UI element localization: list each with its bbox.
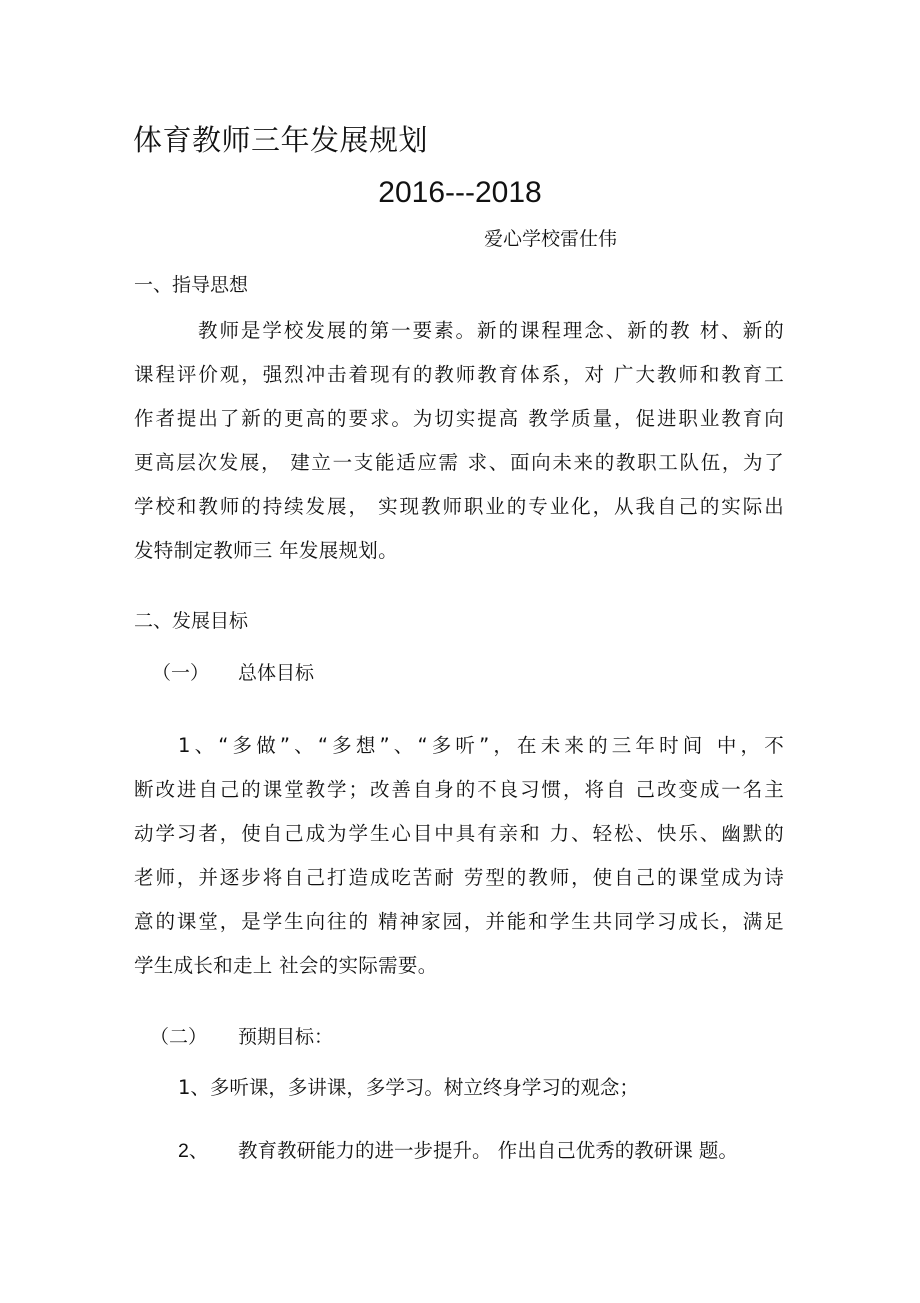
subsection-title-expected: 预期目标：	[238, 1026, 334, 1048]
guiding-ideology-paragraph	[134, 309, 784, 573]
paragraph-line: 动学习者，使自己成为学生心目中具有亲和 力、轻松、快乐、幽默的	[134, 822, 784, 845]
paragraph-line: 发特制定教师三 年发展规划。	[134, 539, 398, 562]
subsection-label-overall: （一）	[152, 662, 210, 684]
section-heading-guiding-ideology: 一、指导思想	[134, 274, 249, 296]
paragraph-line: 学校和教师的持续发展， 实现教师职业的专业化，从我自己的实际出	[134, 495, 784, 518]
expected-goal-item-1: 1、多听课，多讲课，多学习。树立终身学习的观念；	[178, 1076, 639, 1099]
expected-goal-item-2-text: 教育教研能力的进一步提升。 作出自己优秀的教研课 题。	[238, 1139, 738, 1162]
paragraph-line: 课程评价观，强烈冲击着现有的教师教育体系，对 广大教师和教育工	[134, 363, 784, 386]
paragraph-line: 意的课堂，是学生向往的 精神家园，并能和学生共同学习成长，满足	[134, 910, 784, 933]
section-heading-development-goals: 二、发展目标	[134, 610, 249, 632]
paragraph-line: 1、“多做”、“多想”、“多听”，在未来的三年时间 中，不	[178, 734, 784, 757]
document-years: 2016---2018	[378, 176, 542, 209]
paragraph-line: 老师，并逐步将自己打造成吃苦耐 劳型的教师，使自己的课堂成为诗	[134, 866, 784, 889]
paragraph-line: 学生成长和走上 社会的实际需要。	[134, 954, 438, 977]
paragraph-line: 教师是学校发展的第一要素。新的课程理念、新的教 材、新的	[198, 319, 784, 342]
paragraph-line: 作者提出了新的更高的要求。为切实提高 教学质量，促进职业教育向	[134, 407, 784, 430]
paragraph-line: 断改进自己的课堂教学；改善自身的不良习惯，将自 己改变成一名主	[134, 778, 784, 801]
expected-goal-item-2-number: 2、	[178, 1140, 209, 1162]
subsection-title-overall: 总体目标	[238, 662, 315, 684]
document-title: 体育教师三年发展规划	[133, 123, 429, 157]
subsection-label-expected: （二）	[150, 1026, 208, 1048]
overall-goal-paragraph	[134, 724, 784, 988]
paragraph-line: 更高层次发展， 建立一支能适应需 求、面向未来的教职工队伍，为了	[134, 451, 784, 474]
document-author: 爱心学校雷仕伟	[484, 228, 618, 250]
